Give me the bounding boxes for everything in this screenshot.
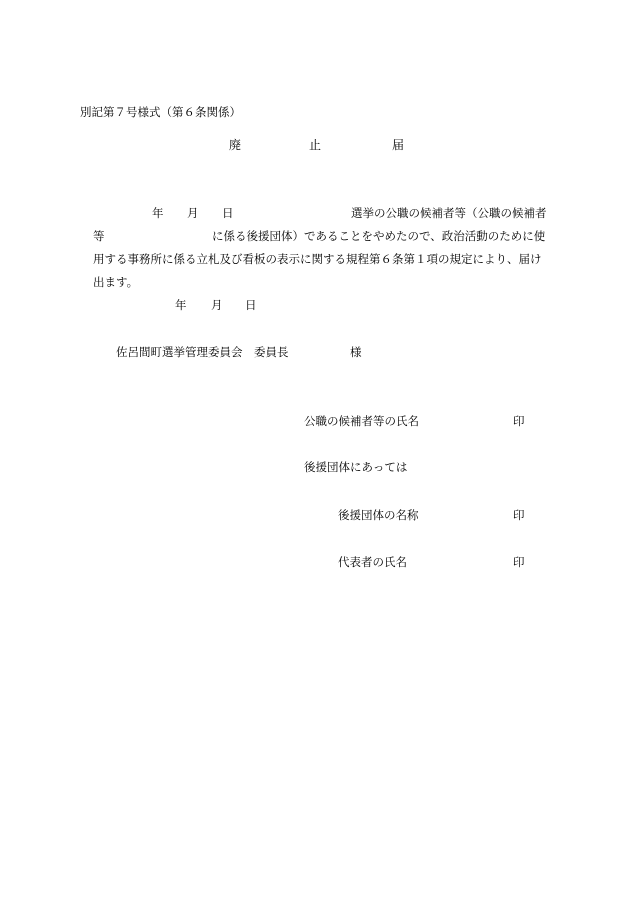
candidate-seal-mark: 印	[513, 414, 525, 428]
title-char-2: 止	[309, 138, 322, 152]
body-date-year: 年	[152, 206, 164, 220]
representative-name-label: 代表者の氏名	[338, 555, 407, 569]
title-char-1: 廃	[229, 138, 242, 152]
body-date-month: 月	[187, 206, 199, 220]
support-group-name-label: 後援団体の名称	[338, 508, 419, 522]
body-line2-tail: に係る後援団体）であることをやめたので、政治活動のために使	[212, 229, 546, 243]
title-char-3: 届	[392, 138, 405, 152]
body-line3: 用する事務所に係る立札及び看板の表示に関する規程第６条第１項の規定により、届け	[93, 252, 542, 266]
submission-date-year: 年	[175, 298, 187, 312]
addressee-honorific: 様	[350, 345, 362, 359]
body-date-day: 日	[222, 206, 234, 220]
body-line1-tail: 選挙の公職の候補者等（公職の候補者	[351, 206, 547, 220]
support-group-note: 後援団体にあっては	[304, 460, 408, 474]
form-number-header: 別記第７号様式（第６条関係）	[80, 105, 241, 119]
body-line2-head: 等	[93, 229, 105, 243]
addressee-name: 佐呂間町選挙管理委員会 委員長	[116, 345, 289, 359]
support-group-seal-mark: 印	[513, 508, 525, 522]
submission-date-day: 日	[245, 298, 257, 312]
candidate-name-label: 公職の候補者等の氏名	[304, 414, 419, 428]
body-line4: 出ます。	[93, 275, 139, 289]
representative-seal-mark: 印	[513, 555, 525, 569]
submission-date-month: 月	[211, 298, 223, 312]
